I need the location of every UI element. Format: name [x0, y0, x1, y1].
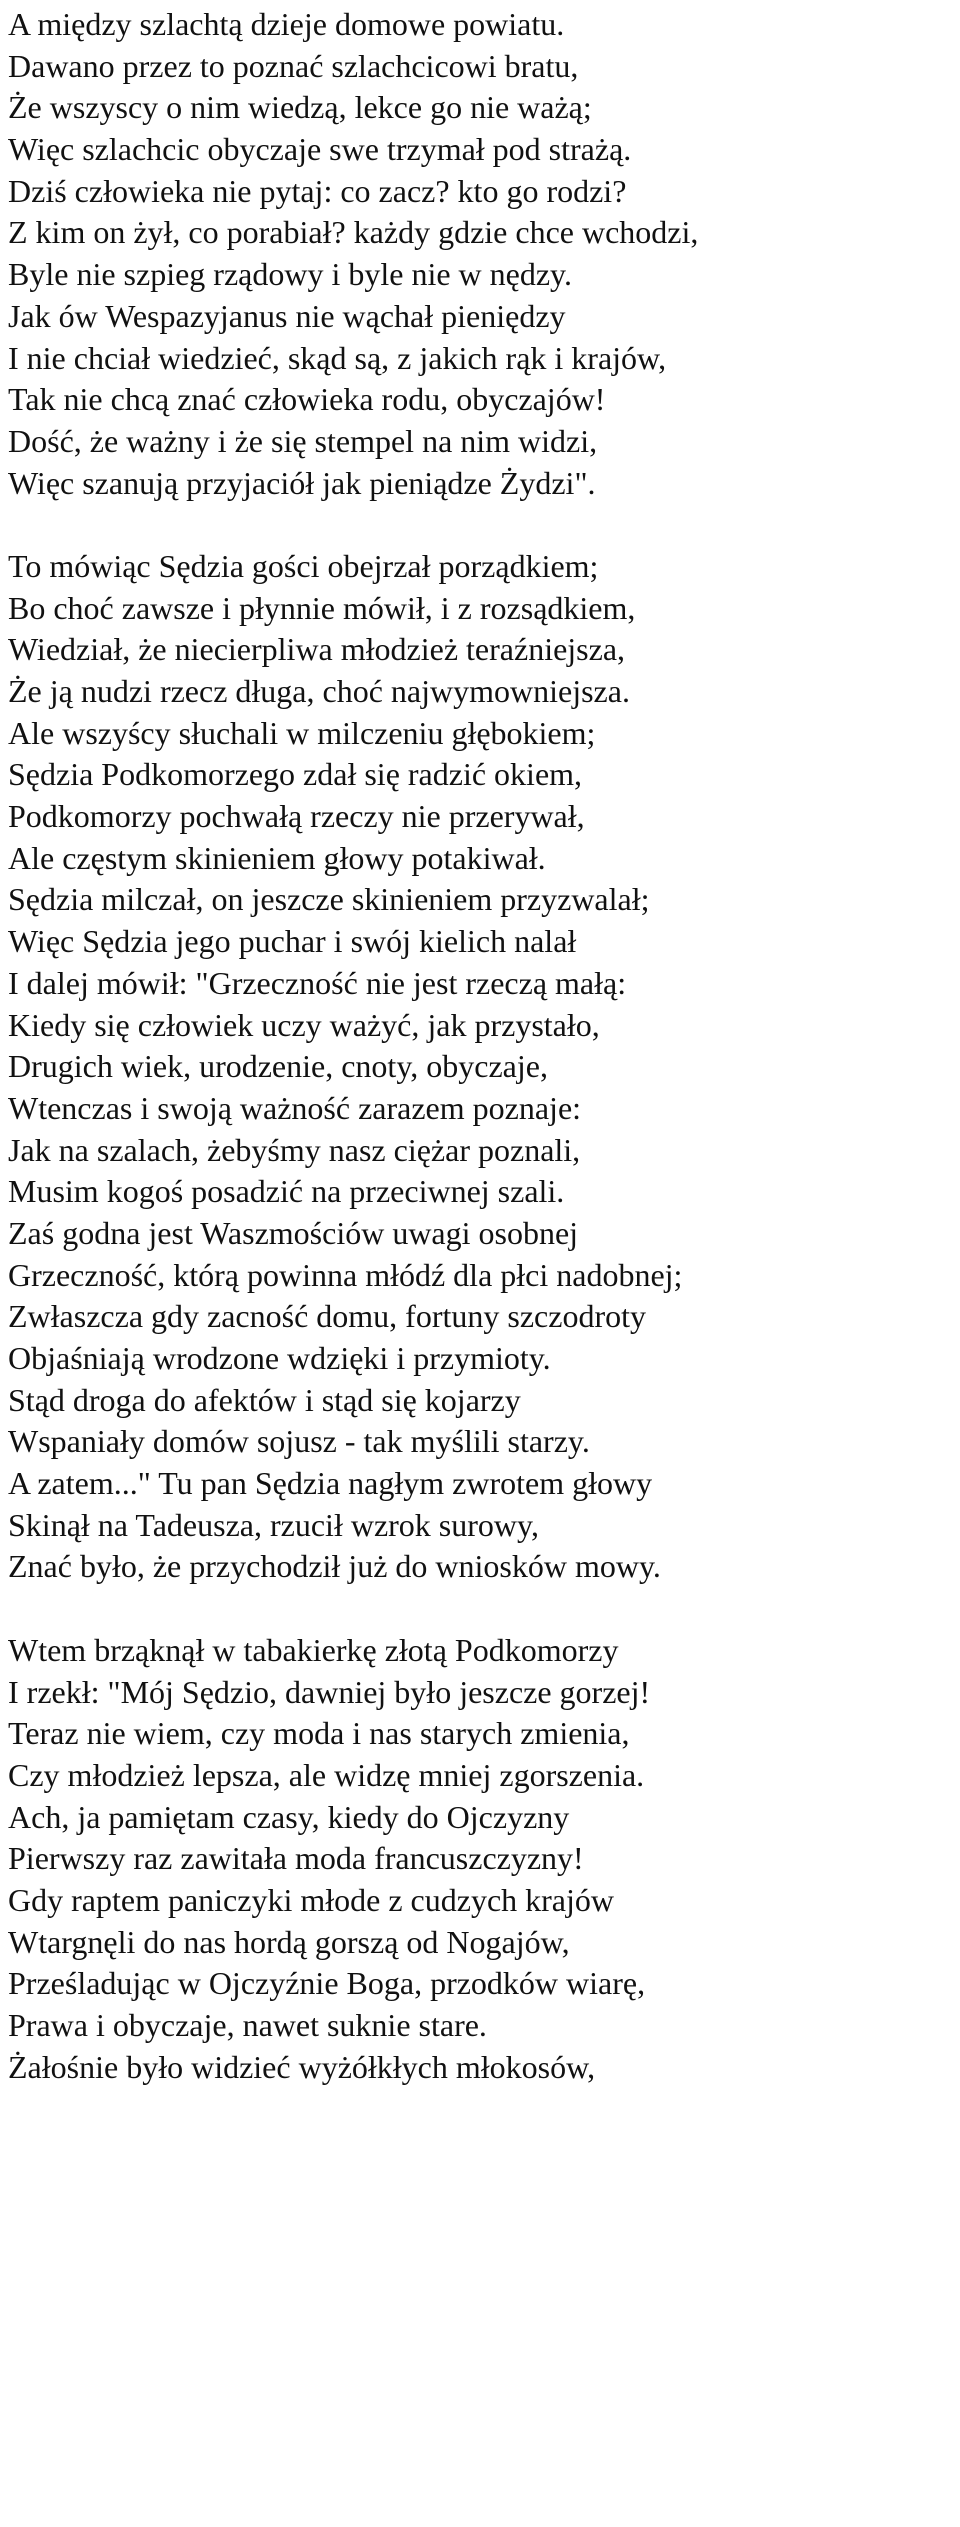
poem-line: Dość, że ważny i że się stempel na nim widzi, [8, 422, 598, 459]
poem-line: Wtargnęli do nas hordą gorszą od Nogajów, [8, 1923, 570, 1960]
poem-line: A między szlachtą dzieje domowe powiatu. [8, 6, 565, 42]
poem-line: Tak nie chcą znać człowieka rodu, obyczajów! [8, 381, 606, 418]
poem-line: Jak na szalach, żebyśmy nasz ciężar poznali, [8, 1131, 581, 1168]
poem-line: Ale częstym skinieniem głowy potakiwał. [8, 839, 546, 876]
poem-line: Ale wszyścy słuchali w milczeniu głębokiem; [8, 714, 596, 751]
poem-line: Więc szlachcic obyczaje swe trzymał pod strażą. [8, 131, 632, 168]
poem-line: Bo choć zawsze i płynnie mówił, i z rozsądkiem, [8, 589, 636, 626]
poem-line: Sędzia milczał, on jeszcze skinieniem przyzwalał; [8, 881, 650, 918]
poem-line: Wspaniały domów sojusz - tak myślili starzy. [8, 1423, 590, 1460]
stanza-1 [8, 4, 952, 504]
poem-line: Gdy raptem paniczyki młode z cudzych krajów [8, 1881, 614, 1918]
poem-line: Drugich wiek, urodzenie, cnoty, obyczaje, [8, 1048, 548, 1085]
poem-line: Ach, ja pamiętam czasy, kiedy do Ojczyzny [8, 1798, 570, 1835]
poem-line: Prawa i obyczaje, nawet suknie stare. [8, 2007, 487, 2043]
poem-line: Znać było, że przychodził już do wniosków mowy. [8, 1548, 661, 1585]
poem-line: Stąd droga do afektów i stąd się kojarzy [8, 1381, 521, 1418]
poem-line: Z kim on żył, co porabiał? każdy gdzie chce wchodzi, [8, 214, 699, 251]
poem-line: Dawano przez to poznać szlachcicowi bratu, [8, 47, 579, 84]
poem-line: I dalej mówił: "Grzeczność nie jest rzeczą małą: [8, 964, 627, 1001]
poem-line: Wiedział, że niecierpliwa młodzież teraźniejsza, [8, 631, 626, 668]
poem-line: Byle nie szpieg rządowy i byle nie w nędzy. [8, 256, 572, 293]
poem-line: Wtenczas i swoją ważność zarazem poznaje: [8, 1089, 582, 1126]
poem-line: Kiedy się człowiek uczy ważyć, jak przystało, [8, 1006, 600, 1043]
poem-line: Musim kogoś posadzić na przeciwnej szali. [8, 1173, 565, 1210]
poem-line: Zaś godna jest Waszmościów uwagi osobnej [8, 1214, 579, 1251]
poem-line: Objaśniają wrodzone wdzięki i przymioty. [8, 1340, 551, 1376]
poem-line: Grzeczność, którą powinna młódź dla płci nadobnej; [8, 1256, 683, 1293]
poem-line: I nie chciał wiedzieć, skąd są, z jakich rąk i krajów, [8, 339, 667, 376]
poem-line: Podkomorzy pochwałą rzeczy nie przerywał, [8, 798, 585, 835]
poem-line: Że ją nudzi rzecz długa, choć najwymowniejsza. [8, 673, 630, 709]
poem-line: Zwłaszcza gdy zacność domu, fortuny szczodroty [8, 1298, 646, 1335]
poem-text [8, 4, 952, 2088]
poem-line: I rzekł: "Mój Sędzio, dawniej było jeszcze gorzej! [8, 1673, 651, 1710]
poem-line: Skinął na Tadeusza, rzucił wzrok surowy, [8, 1506, 539, 1543]
poem-line: Że wszyscy o nim wiedzą, lekce go nie ważą; [8, 89, 592, 126]
poem-line: Więc szanują przyjaciół jak pieniądze Żydzi". [8, 464, 596, 501]
poem-line: Wtem brząknął w tabakierkę złotą Podkomorzy [8, 1631, 619, 1668]
stanza-2 [8, 546, 952, 1588]
poem-line: Dziś człowieka nie pytaj: co zacz? kto go rodzi? [8, 172, 627, 209]
stanza-3 [8, 1630, 952, 2089]
poem-line: Sędzia Podkomorzego zdał się radzić okiem, [8, 756, 583, 793]
poem-line: Prześladując w Ojczyźnie Boga, przodków wiarę, [8, 1965, 646, 2002]
poem-line: Więc Sędzia jego puchar i swój kielich nalał [8, 923, 577, 960]
poem-line: Teraz nie wiem, czy moda i nas starych zmienia, [8, 1715, 630, 1752]
poem-line: Pierwszy raz zawitała moda francuszczyzny! [8, 1840, 584, 1877]
poem-line: Jak ów Wespazyjanus nie wąchał pieniędzy [8, 297, 566, 334]
poem-line: To mówiąc Sędzia gości obejrzał porządkiem; [8, 547, 599, 584]
poem-line: Czy młodzież lepsza, ale widzę mniej zgorszenia. [8, 1756, 645, 1793]
poem-line: A zatem..." Tu pan Sędzia nagłym zwrotem głowy [8, 1465, 653, 1502]
poem-line: Żałośnie było widzieć wyżółkłych młokosów, [8, 2048, 596, 2085]
